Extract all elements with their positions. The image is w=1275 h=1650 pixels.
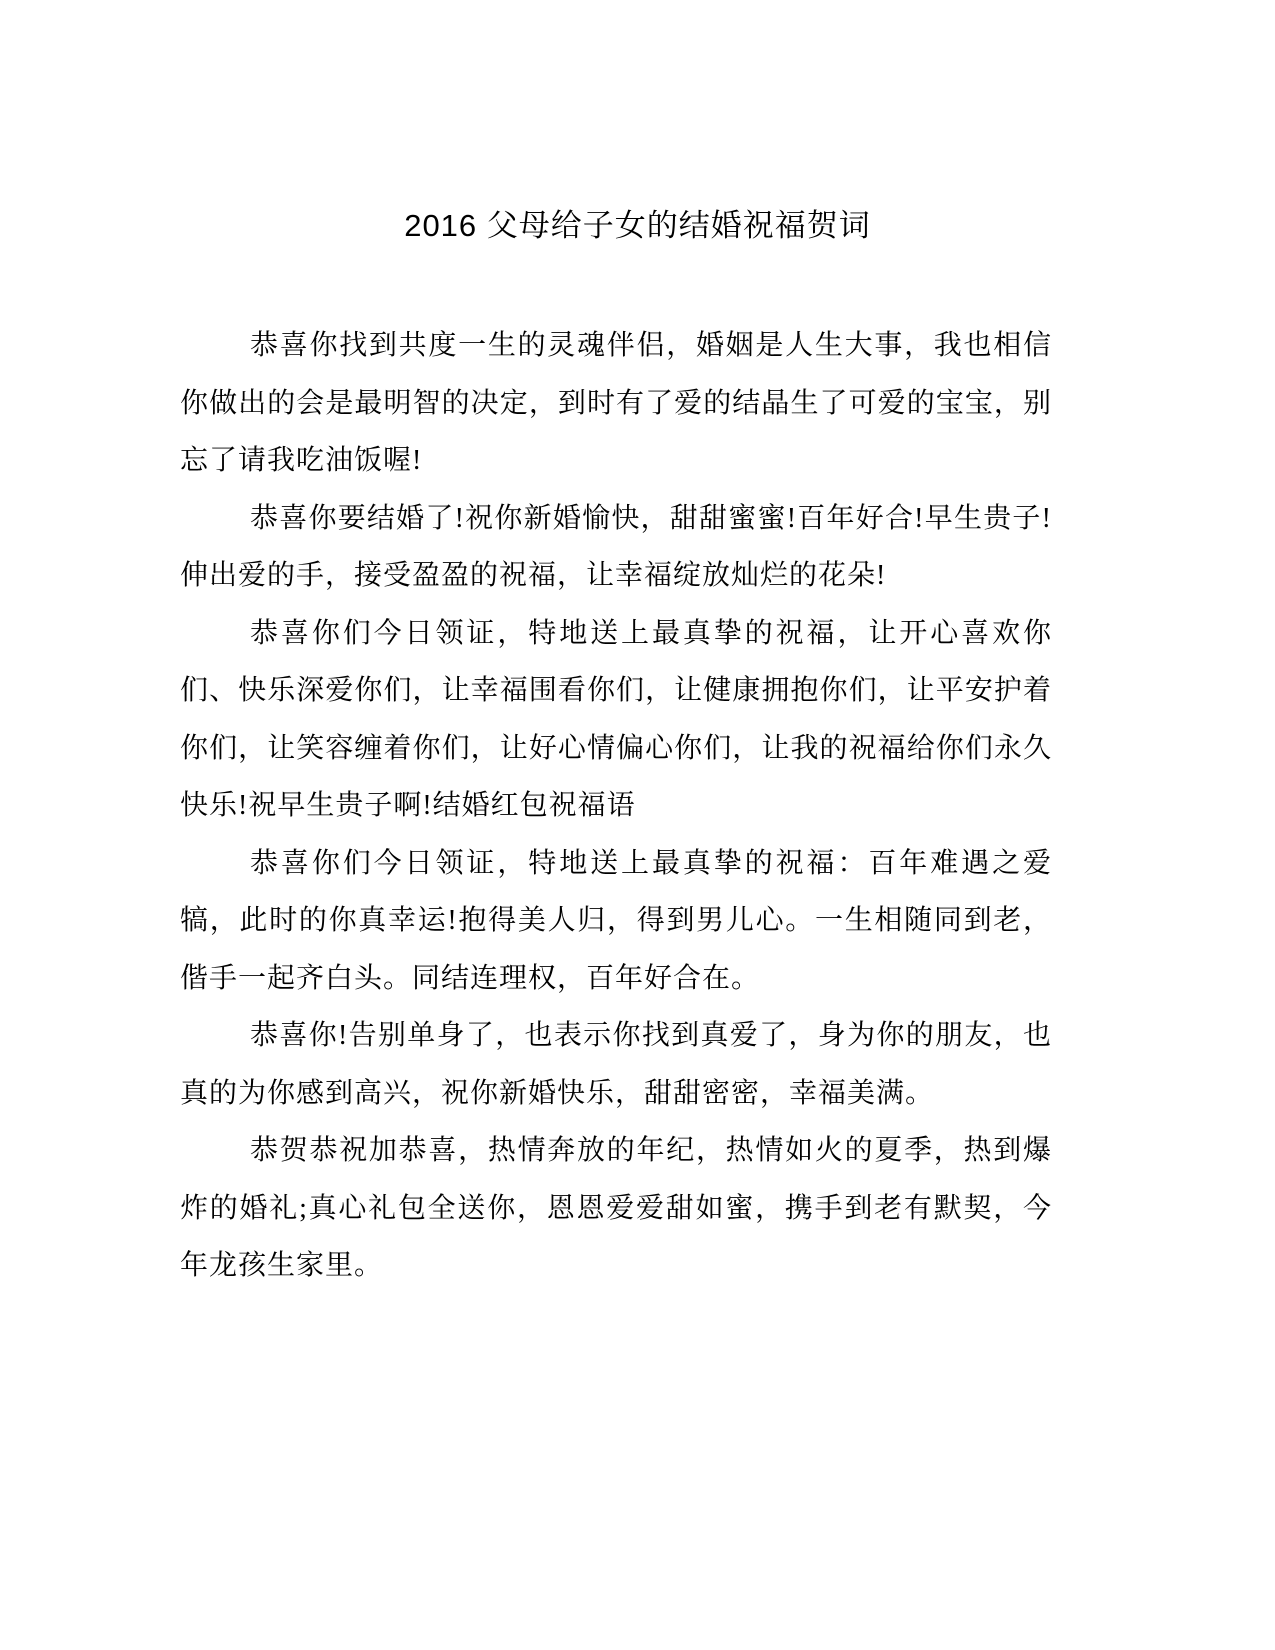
document-body xyxy=(180,317,1052,1295)
paragraph: 恭喜你要结婚了!祝你新婚愉快，甜甜蜜蜜!百年好合!早生贵子!伸出爱的手，接受盈盈的祝福，让幸福绽放灿烂的花朵! xyxy=(180,502,1052,591)
paragraph: 恭喜你们今日领证，特地送上最真挚的祝福，让开心喜欢你们、快乐深爱你们，让幸福围看你们，让健康拥抱你们，让平安护着你们，让笑容缠着你们，让好心情偏心你们，让我的祝福给你们永久快乐!祝早生贵子啊!结婚红包祝福语 xyxy=(180,617,1052,821)
paragraph: 恭贺恭祝加恭喜，热情奔放的年纪，热情如火的夏季，热到爆炸的婚礼;真心礼包全送你，恩恩爱爱甜如蜜，携手到老有默契，今年龙孩生家里。 xyxy=(180,1135,1052,1281)
paragraph: 恭喜你们今日领证，特地送上最真挚的祝福：百年难遇之爱犒，此时的你真幸运!抱得美人归，得到男儿心。一生相随同到老，偕手一起齐白头。同结连理权，百年好合在。 xyxy=(180,847,1052,994)
paragraph: 恭喜你找到共度一生的灵魂伴侣，婚姻是人生大事，我也相信你做出的会是最明智的决定，到时有了爱的结晶生了可爱的宝宝，别忘了请我吃油饭喔! xyxy=(180,330,1052,476)
paragraph: 恭喜你!告别单身了，也表示你找到真爱了，身为你的朋友，也真的为你感到高兴，祝你新婚快乐，甜甜密密，幸福美满。 xyxy=(180,1020,1052,1109)
document-title: 2016 父母给子女的结婚祝福贺词 xyxy=(404,208,871,243)
